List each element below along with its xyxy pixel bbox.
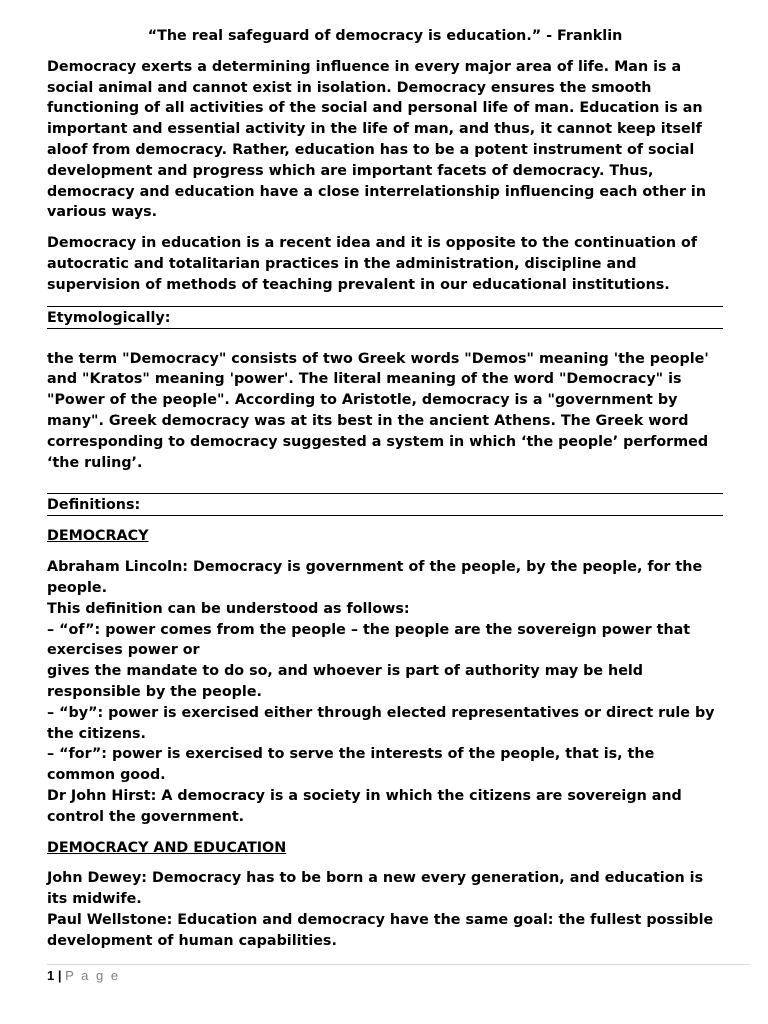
democracy-education-heading: DEMOCRACY AND EDUCATION — [47, 839, 287, 856]
epigraph-quote: “The real safeguard of democracy is education.” - Franklin — [147, 28, 623, 44]
definition-line: John Dewey: Democracy has to be born a new every generation, and education is its midwife. — [47, 870, 704, 908]
definition-line: This definition can be understood as follows: — [47, 600, 410, 617]
page-content — [47, 26, 723, 951]
democracy-heading: DEMOCRACY — [47, 528, 149, 545]
definition-line: Paul Wellstone: Education and democracy have the same goal: the fullest possible development of human capabilities. — [47, 911, 714, 949]
etymology-heading: Etymologically: — [47, 309, 171, 326]
definition-line: gives the mandate to do so, and whoever is part of authority may be held responsible by the people. — [47, 663, 644, 700]
definition-line: – “for”: power is exercised to serve the interests of the people, that is, the common good. — [47, 746, 655, 784]
page-number: 1 — [47, 968, 55, 983]
page-footer — [47, 964, 750, 983]
definition-line: – “by”: power is exercised either through elected representatives or direct rule by the citizens. — [47, 704, 715, 742]
definitions-heading: Definitions: — [47, 497, 141, 514]
definition-line: Abraham Lincoln: Democracy is government of the people, by the people, for the people. — [47, 559, 703, 596]
intro-paragraph-2: Democracy in education is a recent idea and it is opposite to the continuation of autocratic and totalitarian practices in the administration, discipline and supervision of methods of teaching prevalent in our educational institutions. — [47, 235, 698, 293]
intro-paragraph-1: Democracy exerts a determining influence in every major area of life. Man is a social animal and cannot exist in isolation. Democracy ensures the smooth functioning of all activities of the social and personal life of man. Education is an important and essential activity in the life of man, and thus, it cannot keep itself aloof from democracy. Rather, education has to be a potent instrument of social development and progress which are important facets of democracy. Thus, democracy and education have a close interrelationship influencing each other in various ways. — [47, 58, 706, 221]
education-definitions — [47, 868, 723, 951]
page-label: P a g e — [65, 968, 121, 983]
democracy-definitions — [47, 557, 723, 827]
etymology-heading-box — [47, 306, 723, 329]
footer-separator: | — [57, 968, 62, 983]
definition-line: Dr John Hirst: A democracy is a society in which the citizens are sovereign and control the government. — [47, 787, 682, 825]
definition-line: – “of”: power comes from the people – the people are the sovereign power that exercises power or — [47, 621, 691, 659]
etymology-paragraph: the term "Democracy" consists of two Greek words "Demos" meaning 'the people' and "Kratos" meaning 'power'. The literal meaning of the word "Democracy" is "Power of the people". According to Aristotle, democracy is a "government by many". Greek democracy was at its best in the ancient Athens. The Greek word corresponding to democracy suggested a system in which ‘the people’ performed ‘the ruling’. — [47, 350, 709, 471]
definitions-heading-box — [47, 493, 723, 516]
